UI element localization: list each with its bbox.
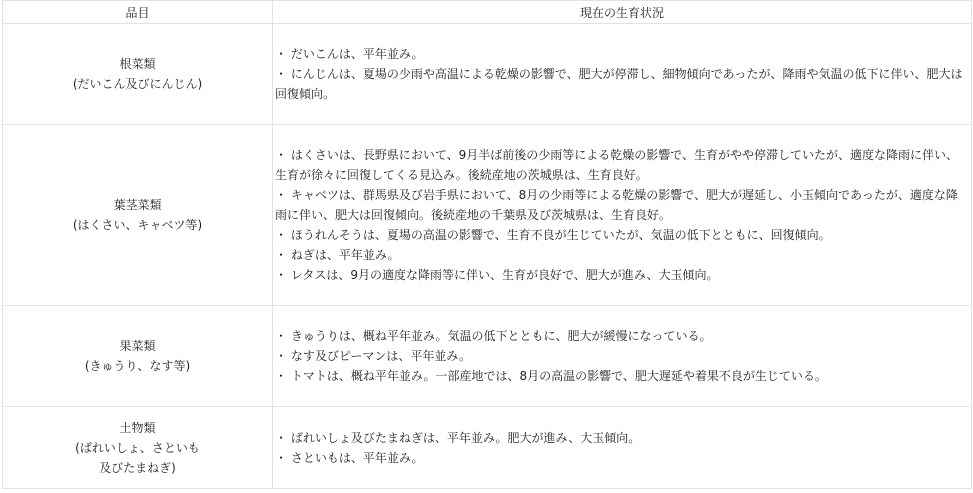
category-cell bbox=[3, 125, 273, 306]
category-cell bbox=[3, 407, 273, 489]
table-row-fruit-vegetables bbox=[3, 306, 972, 407]
status-cell bbox=[273, 407, 972, 489]
category-detail-continued: 及びたまねぎ) bbox=[99, 460, 176, 475]
status-bullet: ・ にんじんは、夏場の少雨や高温による乾燥の影響で、肥大が停滞し、細物傾向であったが、降雨や気温の低下に伴い、肥大は回復傾向。 bbox=[275, 67, 963, 101]
status-bullet: ・ ねぎは、平年並み。 bbox=[275, 248, 400, 262]
status-bullet: ・ トマトは、概ね平年並み。一部産地では、8月の高温の影響で、肥大遅延や着果不良が生じている。 bbox=[275, 369, 827, 383]
table-row-leaf-stem-vegetables bbox=[3, 125, 972, 306]
status-cell bbox=[273, 24, 972, 125]
item-column-header: 品目 bbox=[3, 1, 273, 24]
status-bullet: ・ なす及びピーマンは、平年並み。 bbox=[275, 349, 472, 363]
status-cell bbox=[273, 306, 972, 407]
table-row-root-vegetables bbox=[3, 24, 972, 125]
category-name: 葉茎菜類 bbox=[113, 198, 162, 212]
status-bullet: ・ さといもは、平年並み。 bbox=[275, 450, 424, 465]
status-bullet: ・ レタスは、9月の適度な降雨等に伴い、生育が良好で、肥大が進み、大玉傾向。 bbox=[275, 268, 719, 282]
status-bullet: ・ きゅうりは、概ね平年並み。気温の低下とともに、肥大が緩慢になっている。 bbox=[275, 329, 712, 343]
table-row-tuber-vegetables bbox=[3, 407, 972, 489]
status-cell bbox=[273, 125, 972, 306]
category-name: 果菜類 bbox=[119, 339, 156, 353]
status-bullet: ・ ほうれんそうは、夏場の高温の影響で、生育不良が生じていたが、気温の低下とともに、回復傾向。 bbox=[275, 228, 831, 242]
status-bullet: ・ キャベツは、群馬県及び岩手県において、8月の少雨等による乾燥の影響で、肥大が遅延し、小玉傾向であったが、適度な降雨に伴い、肥大は回復傾向。後続産地の千葉県及び茨城県は、生育良好。 bbox=[275, 188, 958, 222]
category-detail: (はくさい、キャベツ等) bbox=[72, 218, 203, 232]
status-bullet: ・ ばれいしょ及びたまねぎは、平年並み。肥大が進み、大玉傾向。 bbox=[275, 430, 641, 445]
status-bullet: ・ はくさいは、長野県において、9月半ば前後の少雨等による乾燥の影響で、生育がやや停滞していたが、適度な降雨に伴い、生育が徐々に回復してくる見込み。後続産地の茨城県は、生育良好。 bbox=[275, 148, 958, 182]
status-bullet: ・ だいこんは、平年並み。 bbox=[275, 47, 424, 61]
status-column-header: 現在の生育状況 bbox=[273, 1, 972, 24]
category-cell bbox=[3, 306, 273, 407]
header-row bbox=[3, 1, 972, 24]
category-detail: (きゅうり、なす等) bbox=[84, 359, 191, 373]
category-detail: (ばれいしょ、さといも bbox=[75, 440, 200, 455]
category-name: 根菜類 bbox=[119, 57, 156, 71]
category-cell bbox=[3, 24, 273, 125]
category-detail: (だいこん及びにんじん) bbox=[72, 77, 203, 91]
vegetable-growth-table bbox=[2, 0, 972, 489]
category-name: 土物類 bbox=[119, 420, 156, 435]
